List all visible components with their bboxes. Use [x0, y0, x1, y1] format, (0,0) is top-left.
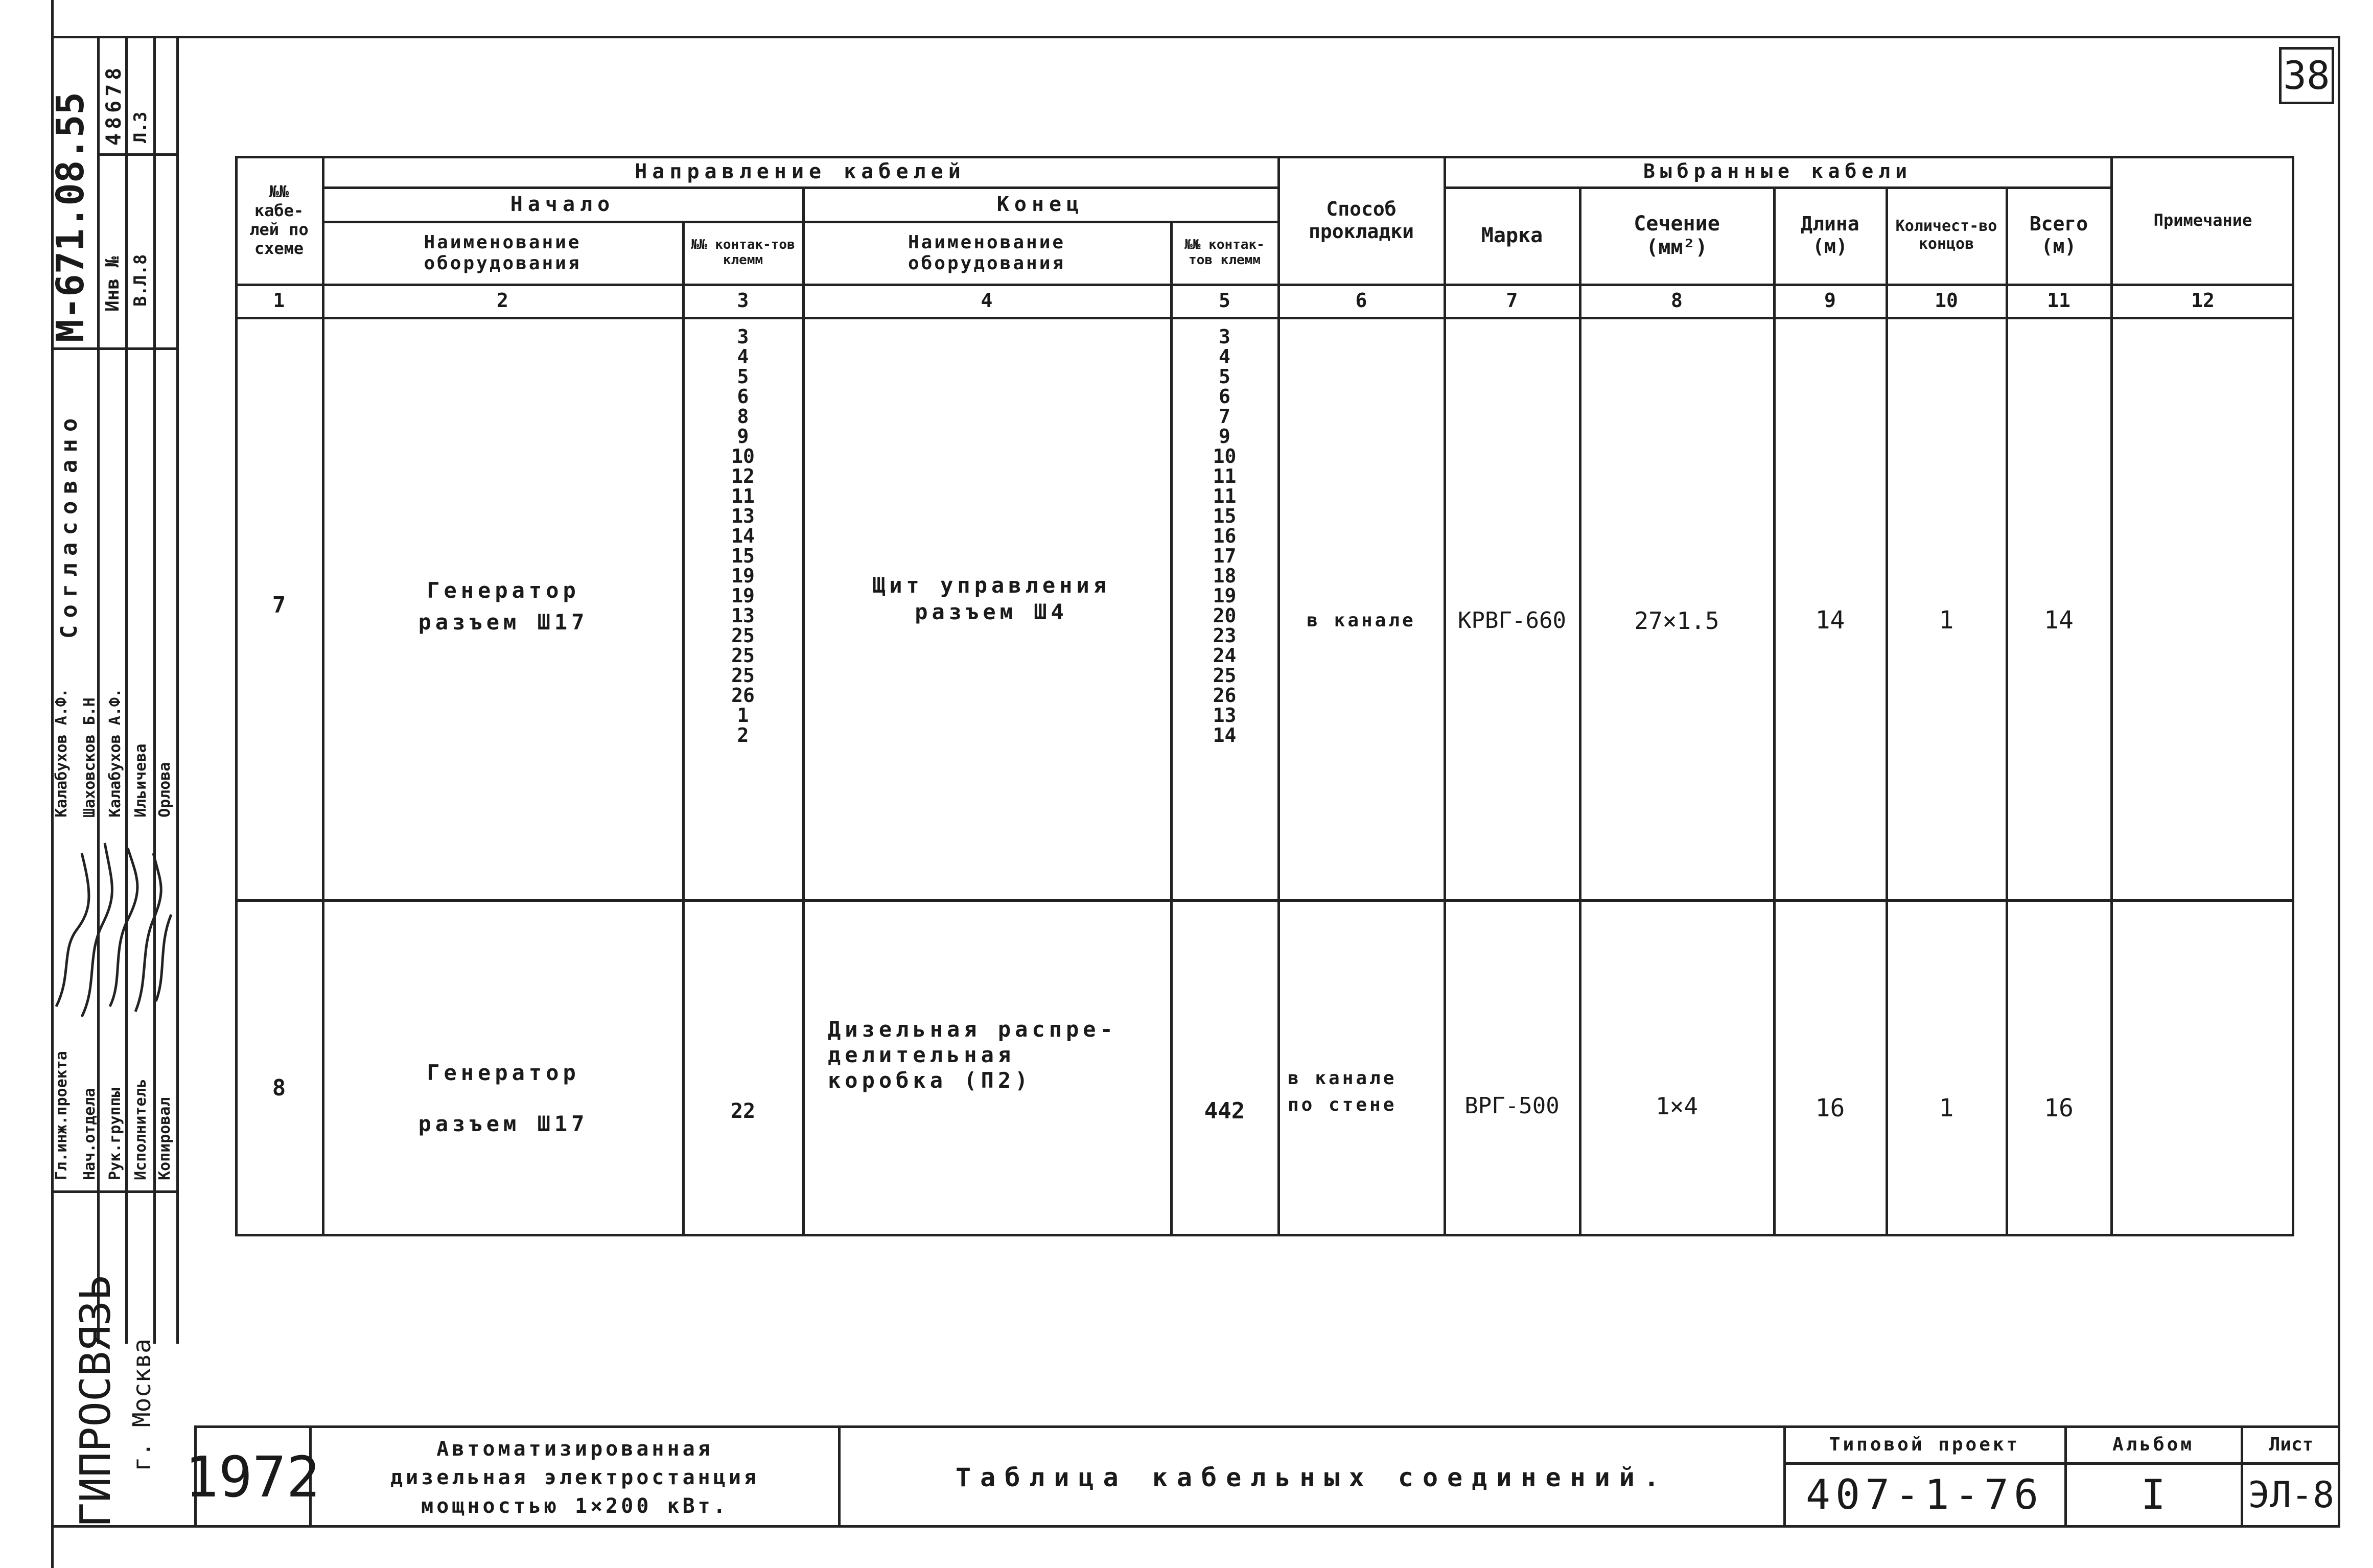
stamp-line — [51, 1190, 176, 1193]
column-number: 1 — [273, 289, 285, 312]
contact: 15 — [731, 545, 755, 567]
contact: 19 — [731, 565, 755, 587]
equipment-line: делительная — [828, 1042, 1015, 1067]
method-line: в канале — [1288, 1068, 1397, 1089]
row-note — [2113, 603, 2293, 639]
row-contacts-end: 442 — [1204, 1097, 1245, 1124]
table-line — [1444, 156, 1446, 1236]
stamp-role: Гл.инж.проекта — [53, 1051, 71, 1180]
row-cable-section: 1×4 — [1655, 1092, 1699, 1120]
equipment-line: разъем Ш17 — [418, 610, 589, 635]
row-contacts-start: 22 — [730, 1099, 756, 1123]
row-laying-method: в канале — [1307, 610, 1416, 631]
contact: 11 — [1213, 465, 1237, 487]
header-contacts-end: №№ контак-тов клемм — [1184, 237, 1265, 268]
method-line: по стене — [1288, 1094, 1397, 1115]
row-contacts-start — [685, 327, 801, 745]
table-line — [235, 899, 2294, 902]
sheet-number: ЭЛ-8 — [2248, 1473, 2335, 1516]
equipment-line: Щит управления — [872, 573, 1110, 598]
contact: 25 — [731, 644, 755, 667]
header-equipment-start: Наименование оборудования — [424, 231, 581, 274]
row-equipment-end — [828, 1017, 1165, 1093]
contact: 10 — [731, 445, 755, 467]
equipment-line: коробка (П2) — [828, 1068, 1032, 1093]
column-number: 2 — [497, 289, 508, 312]
stamp-person: Калабухов А.Ф. — [106, 688, 124, 817]
doc-code: М-671.08.55 — [49, 91, 92, 342]
contact: 14 — [731, 525, 755, 547]
column-number: 5 — [1219, 289, 1230, 312]
stamp-role: Исполнитель — [132, 1079, 150, 1180]
contact: 5 — [737, 365, 749, 388]
table-line — [802, 186, 805, 1236]
row-cable-length: 14 — [1815, 606, 1845, 635]
contact: 14 — [1213, 724, 1237, 746]
contact: 6 — [737, 385, 749, 408]
contact: 19 — [731, 584, 755, 607]
contact: 9 — [737, 425, 749, 448]
album-number: I — [2141, 1471, 2166, 1518]
contact: 25 — [731, 624, 755, 647]
contact: 23 — [1213, 624, 1237, 647]
column-number: 11 — [2047, 289, 2070, 312]
stamp-person: Орлова — [156, 762, 174, 817]
row-cable-brand: КРВГ-660 — [1458, 607, 1566, 634]
contact: 3 — [1219, 325, 1230, 348]
contact: 11 — [731, 485, 755, 507]
contact: 13 — [1213, 704, 1237, 727]
equipment-line: Дизельная распре- — [828, 1017, 1117, 1042]
table-line — [2006, 186, 2008, 1236]
header-brand: Марка — [1481, 223, 1543, 247]
type-project-label: Типовой проект — [1829, 1434, 2020, 1455]
equipment-line: разъем Ш4 — [915, 599, 1068, 624]
contact: 11 — [1213, 485, 1237, 507]
contact: 9 — [1219, 425, 1230, 448]
contact: 25 — [731, 664, 755, 687]
row-equipment-end — [818, 572, 1165, 625]
row-note — [2113, 1091, 2293, 1127]
project-line: мощностью 1×200 кВт. — [421, 1494, 729, 1518]
table-line — [1579, 186, 1581, 1236]
stamp-role: Рук.группы — [106, 1088, 124, 1180]
contact: 15 — [1213, 505, 1237, 527]
contact: 13 — [731, 505, 755, 527]
contact: 7 — [1219, 405, 1230, 428]
column-number: 6 — [1355, 289, 1367, 312]
header-ends-count: Количест-во концов — [1895, 217, 1997, 253]
stamp-line — [97, 153, 176, 156]
signatures — [51, 823, 176, 1042]
contact: 13 — [731, 604, 755, 627]
table-line — [235, 317, 2294, 319]
row-cable-number: 7 — [272, 592, 286, 618]
equipment-line: разъем Ш17 — [418, 1111, 589, 1136]
header-equipment-end: Наименование оборудования — [908, 231, 1066, 274]
contact: 16 — [1213, 525, 1237, 547]
contact: 20 — [1213, 604, 1237, 627]
sheet-mark-value: Л.3 — [130, 111, 151, 143]
project-line: дизельная электростанция — [390, 1466, 759, 1489]
type-project-number: 407-1-76 — [1805, 1471, 2044, 1518]
row-contacts-end — [1173, 327, 1276, 745]
album-label: Альбом — [2112, 1434, 2195, 1455]
document-title: Таблица кабельных соединений. — [956, 1462, 1668, 1492]
equipment-line: Генератор — [427, 578, 580, 603]
table-line — [2110, 156, 2113, 1236]
header-total: Всего (м) — [2029, 212, 2088, 258]
header-note: Примечание — [2153, 210, 2252, 230]
header-end: Конец — [996, 192, 1084, 216]
contact: 3 — [737, 325, 749, 348]
stamp-person: Калабухов А.Ф. — [53, 688, 71, 817]
row-cable-ends: 1 — [1939, 1094, 1954, 1123]
column-number: 4 — [981, 289, 993, 312]
table-line — [1277, 156, 1280, 1236]
contact: 5 — [1219, 365, 1230, 388]
contact: 24 — [1213, 644, 1237, 667]
row-cable-length: 16 — [1815, 1094, 1845, 1123]
header-selected-cables: Выбранные кабели — [1643, 160, 1913, 183]
contact: 2 — [737, 724, 749, 746]
stamp-line — [176, 36, 179, 1344]
column-number: 7 — [1506, 289, 1518, 312]
row-cable-brand: ВРГ-500 — [1464, 1092, 1560, 1119]
header-direction: Направление кабелей — [635, 160, 966, 183]
page-number: 38 — [2283, 53, 2330, 99]
row-cable-ends: 1 — [1939, 606, 1954, 635]
organization: ГИПРОСВЯЗЬ — [72, 1275, 120, 1528]
contact: 6 — [1219, 385, 1230, 408]
stamp-line — [51, 347, 176, 350]
contact: 12 — [731, 465, 755, 487]
contact: 8 — [737, 405, 749, 428]
row-cable-total: 16 — [2044, 1094, 2074, 1123]
column-number: 3 — [737, 289, 749, 312]
stamp-person: Шаховсков Б.Н — [81, 697, 99, 817]
row-cable-section: 27×1.5 — [1634, 606, 1719, 635]
column-number: 8 — [1671, 289, 1683, 312]
contact: 10 — [1213, 445, 1237, 467]
sheet-mark-label: В.Л.8 — [130, 254, 151, 307]
project-line: Автоматизированная — [436, 1437, 713, 1461]
column-number: 9 — [1824, 289, 1836, 312]
contact: 25 — [1213, 664, 1237, 687]
equipment-line: Генератор — [427, 1060, 580, 1085]
row-laying-method — [1288, 1065, 1441, 1118]
row-equipment-start — [337, 1047, 669, 1150]
project-name — [314, 1435, 835, 1520]
row-equipment-start — [337, 575, 669, 638]
column-number: 12 — [2191, 289, 2215, 312]
column-number: 10 — [1935, 289, 1958, 312]
row-cable-number: 8 — [272, 1074, 286, 1101]
organization-city: г. Москва — [128, 1338, 156, 1471]
header-cable-number: №№ кабе-лей по схеме — [249, 182, 309, 258]
stamp-role: Копировал — [156, 1097, 174, 1180]
title-block-line — [838, 1425, 841, 1528]
table-line — [322, 156, 324, 1236]
contact: 26 — [1213, 684, 1237, 707]
contact: 17 — [1213, 545, 1237, 567]
row-cable-total: 14 — [2044, 606, 2074, 635]
year: 1972 — [184, 1444, 320, 1510]
sheet-label: Лист — [2269, 1434, 2314, 1455]
inventory-number: 48678 — [102, 63, 126, 146]
contact: 4 — [737, 345, 749, 368]
approved-label: Согласовано — [56, 411, 82, 639]
contact: 26 — [731, 684, 755, 707]
contact: 1 — [737, 704, 749, 727]
contact: 18 — [1213, 565, 1237, 587]
header-laying-method: Способ прокладки — [1309, 197, 1414, 243]
header-contacts-start: №№ контак-тов клемм — [691, 237, 795, 268]
stamp-line — [125, 36, 128, 1344]
contact: 19 — [1213, 584, 1237, 607]
table-line — [1886, 186, 1888, 1236]
header-start: Начало — [510, 192, 615, 216]
inventory-label: Инв № — [102, 256, 123, 312]
header-section: Сечение (мм²) — [1634, 212, 1720, 259]
header-length: Длина (м) — [1801, 212, 1859, 258]
stamp-role: Нач.отдела — [81, 1088, 99, 1180]
table-line — [1773, 186, 1776, 1236]
stamp-person: Ильичева — [132, 743, 150, 817]
contact: 4 — [1219, 345, 1230, 368]
